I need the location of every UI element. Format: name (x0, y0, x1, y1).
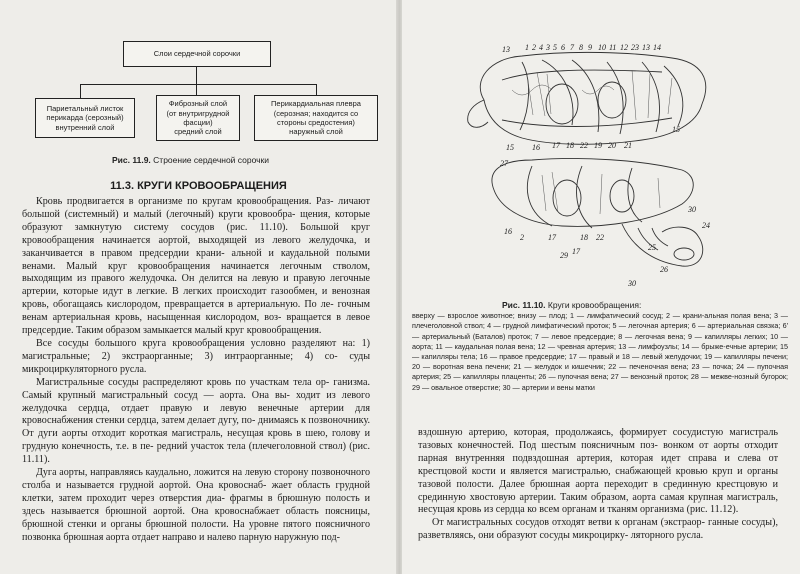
figure-label: 21 (624, 141, 632, 150)
figure-label: 22 (596, 233, 604, 242)
figure-label: 15 (506, 143, 514, 152)
figure-label: 15 (672, 125, 680, 134)
figure-label: 2 (532, 43, 536, 52)
diagram-connector (80, 84, 316, 85)
paragraph: Магистральные сосуды распределяют кровь по участкам тела ор- ганизма. Самый крупный магистральный сосуд — аорта. Она вы- ходит из левого желудочка сердца, отдает правую и левую венечные артерии для кровоснабжения стенки сердца, затем делает дугу, по- днимаясь к позвоночнику. От дуги аорты отходит короткая магистраль, несущая кровь в шею, голову и грудную конечность, т.е. в пе- редний участок тела (плечеголовной ствол) (рис. 11.11). (22, 376, 371, 466)
figure-label: 17 (548, 233, 556, 242)
diagram-child-line: Перикардиальная плевра (271, 99, 361, 109)
diagram-child-line: (серозная; находится со (273, 108, 359, 118)
diagram-connector (316, 84, 317, 95)
figure-label: 12 (620, 43, 628, 52)
diagram-child-box (156, 95, 240, 141)
diagram-connector (196, 84, 197, 95)
diagram-root-label: Слои сердечной сорочки (153, 49, 241, 59)
figure-label: 14 (653, 43, 661, 52)
diagram-child-line: Фиброзный слой (168, 99, 228, 109)
diagram-child-box (35, 98, 135, 138)
figure-label: 5 (553, 43, 557, 52)
figure-caption-text: Круги кровообращения: (547, 300, 642, 310)
diagram-child-line: фасции) (183, 118, 213, 127)
diagram-root-box (123, 41, 271, 67)
right-page (402, 0, 800, 574)
figure-caption-text: Строение сердечной сорочки (153, 155, 270, 165)
figure-label: 2 (520, 233, 524, 242)
figure-label: 26 (660, 265, 668, 274)
diagram-child-line: Париетальный листок (46, 103, 124, 113)
figure-label: 27 (500, 159, 508, 168)
figure-label: 29 (560, 251, 568, 260)
figure-label: 17 (552, 141, 560, 150)
figure-label: 3 (546, 43, 550, 52)
diagram-child-line: наружный слой (289, 127, 343, 137)
figure-number-labels (500, 43, 710, 288)
figure-label: 19 (594, 141, 602, 150)
section-title: 11.3. КРУГИ КРОВООБРАЩЕНИЯ (110, 180, 287, 192)
paragraph: вздошную артерию, которая, продолжаясь, формирует сосудистую магистраль тазовых конечностей. Под шестым поясничным поз- вонком от аорты отходит парная внутренняя подвздошная артерия, которая идет справа и слева от крестцовой кости и является магистралью, снабжающей кровью круп и органы тазовой полости. Далее брюшная аорта переходит в срединную крестцовую и срединную хвостовую артерии. Таким образом, аорта самая крупная магистраль, несущая кровь из сердца ко всем органам и тканям организма (рис. 11.12). (418, 427, 779, 516)
figure-label: 18 (566, 141, 574, 150)
figure-label: 6 (561, 43, 565, 52)
figure-number: Рис. 11.9. (112, 155, 151, 165)
diagram-child-line: средний слой (174, 127, 222, 137)
diagram-child-line: стороны средостения) (277, 118, 355, 127)
figure-label: 10 (598, 43, 606, 52)
figure-label: 16 (532, 143, 540, 152)
figure-label: 7 (570, 43, 574, 52)
figure-label: 20 (608, 141, 616, 150)
paragraph: Дуга аорты, направляясь каудально, ложится на левую сторону позвоночного столба и называется грудной аортой. Она кровоснаб- жает область грудной клетки, затем проходит через отверстия диа- фрагмы в брюшную полость и здесь называется брюшной аортой. Она кровоснабжает область поясницы, брюшной стенки и органы брюшной полости. На уровне пятого поясничного позвонка брюшная аорта отдает направо и налево парную наружную под- (22, 467, 371, 543)
figure-caption (412, 300, 788, 310)
circulation-illustration (402, 0, 800, 292)
figure-number: Рис. 11.10. (502, 300, 546, 310)
paragraph: От магистральных сосудов отходят ветви к органам (экстраор- ганные сосуды), разветвляясь, они образуют сосуды микроцирку- ляторного русла. (418, 517, 778, 542)
diagram-connector (80, 84, 81, 98)
figure-label: 22 (580, 141, 588, 150)
figure-label: 16 (504, 227, 512, 236)
figure-label: 8 (579, 43, 583, 52)
figure-label: 4 (539, 43, 543, 52)
diagram-child-line: перикарда (серозный) (46, 113, 124, 123)
figure-legend (412, 300, 788, 393)
diagram-child-line: (от внутригрудной (166, 108, 230, 118)
right-body-text (418, 427, 778, 543)
figure-legend-text: вверху — взрослое животное; внизу — плод; 1 — лимфатический сосуд; 2 — крани-альная полая вена; 3 — плечеголовной ствол; 4 — грудной лимфатический проток; 5 — легочная артерия; 6 — артериальная связка; 6' — артериальный (Баталов) проток; 7 — левое предсердие; 8 — легочная вена; 9 — капилляры легких; 10 — аорта; 11 — каудальная полая вена; 12 — чревная артерия; 13 — лимфоузлы; 14 — брыже-ечные артерии; 15 — капилляры тела; 16 — правое предсердие; 17 — правый и 18 — левый желудочки; 19 — капилляры печени; 20 — воротная вена печени; 21 — желудок и кишечник; 22 — печеночная вена; 23 — почка; 24 — пупочная артерия; 25 — капилляры плаценты; 26 — пупочная вена; 27 — венозный проток; 28 — межве-нозный бугорок; 29 — овальное отверстие; 30 — артерии и вены матки (412, 311, 788, 392)
diagram-child-box (254, 95, 378, 141)
figure-label: 25 (648, 243, 656, 252)
diagram-connector (196, 67, 197, 84)
figure-label: 17 (572, 247, 580, 256)
figure-label: 13 (642, 43, 650, 52)
figure-label: 18 (580, 233, 588, 242)
figure-caption (112, 155, 269, 165)
figure-label: 9 (588, 43, 592, 52)
figure-label: 13 (502, 45, 510, 54)
figure-label: 11 (609, 43, 617, 52)
paragraph: Все сосуды большого круга кровообращения условно разделяют на: 1) магистральные; 2) экстраорганные; 3) интраорганные; 4) со- суды микроциркуляторного русла. (22, 337, 371, 375)
diagram-child-line: внутренний слой (55, 122, 115, 132)
figure-label: 1 (525, 43, 529, 52)
figure-label: 30 (688, 205, 696, 214)
left-page (0, 0, 397, 574)
figure-label: 30 (628, 279, 636, 288)
left-body-text (22, 196, 370, 544)
figure-label: 24 (702, 221, 710, 230)
placenta-outline (622, 224, 703, 266)
fetus-body-outline (492, 158, 693, 226)
figure-label: 23 (631, 43, 639, 52)
paragraph: Кровь продвигается в организме по кругам кровообращения. Раз- личают большой (системный) и малый (легочный) круги кровообра- щения, которые образуют замкнутую систему сосудов (рис. 11.10). Большой круг кровообращения начинается аортой, выходящей из левого желудочка, и заканчивается в правом предсердии крани- альной и каудальной полыми венами. Малый круг кровообращения начинается легочным стволом, выходящим из правого желудочка. Он делится на левую и правую легочные артерии, которые идут в легкие. В легких происходит газообмен, и венозная кровь, обогащаясь кислородом, превращается в артериальную. По ле- гочным венам артериальная кровь, насыщенная кислородом, воз- вращается в левое предсердие. Таким образом замыкается малый круг кровообращения. (22, 196, 371, 337)
